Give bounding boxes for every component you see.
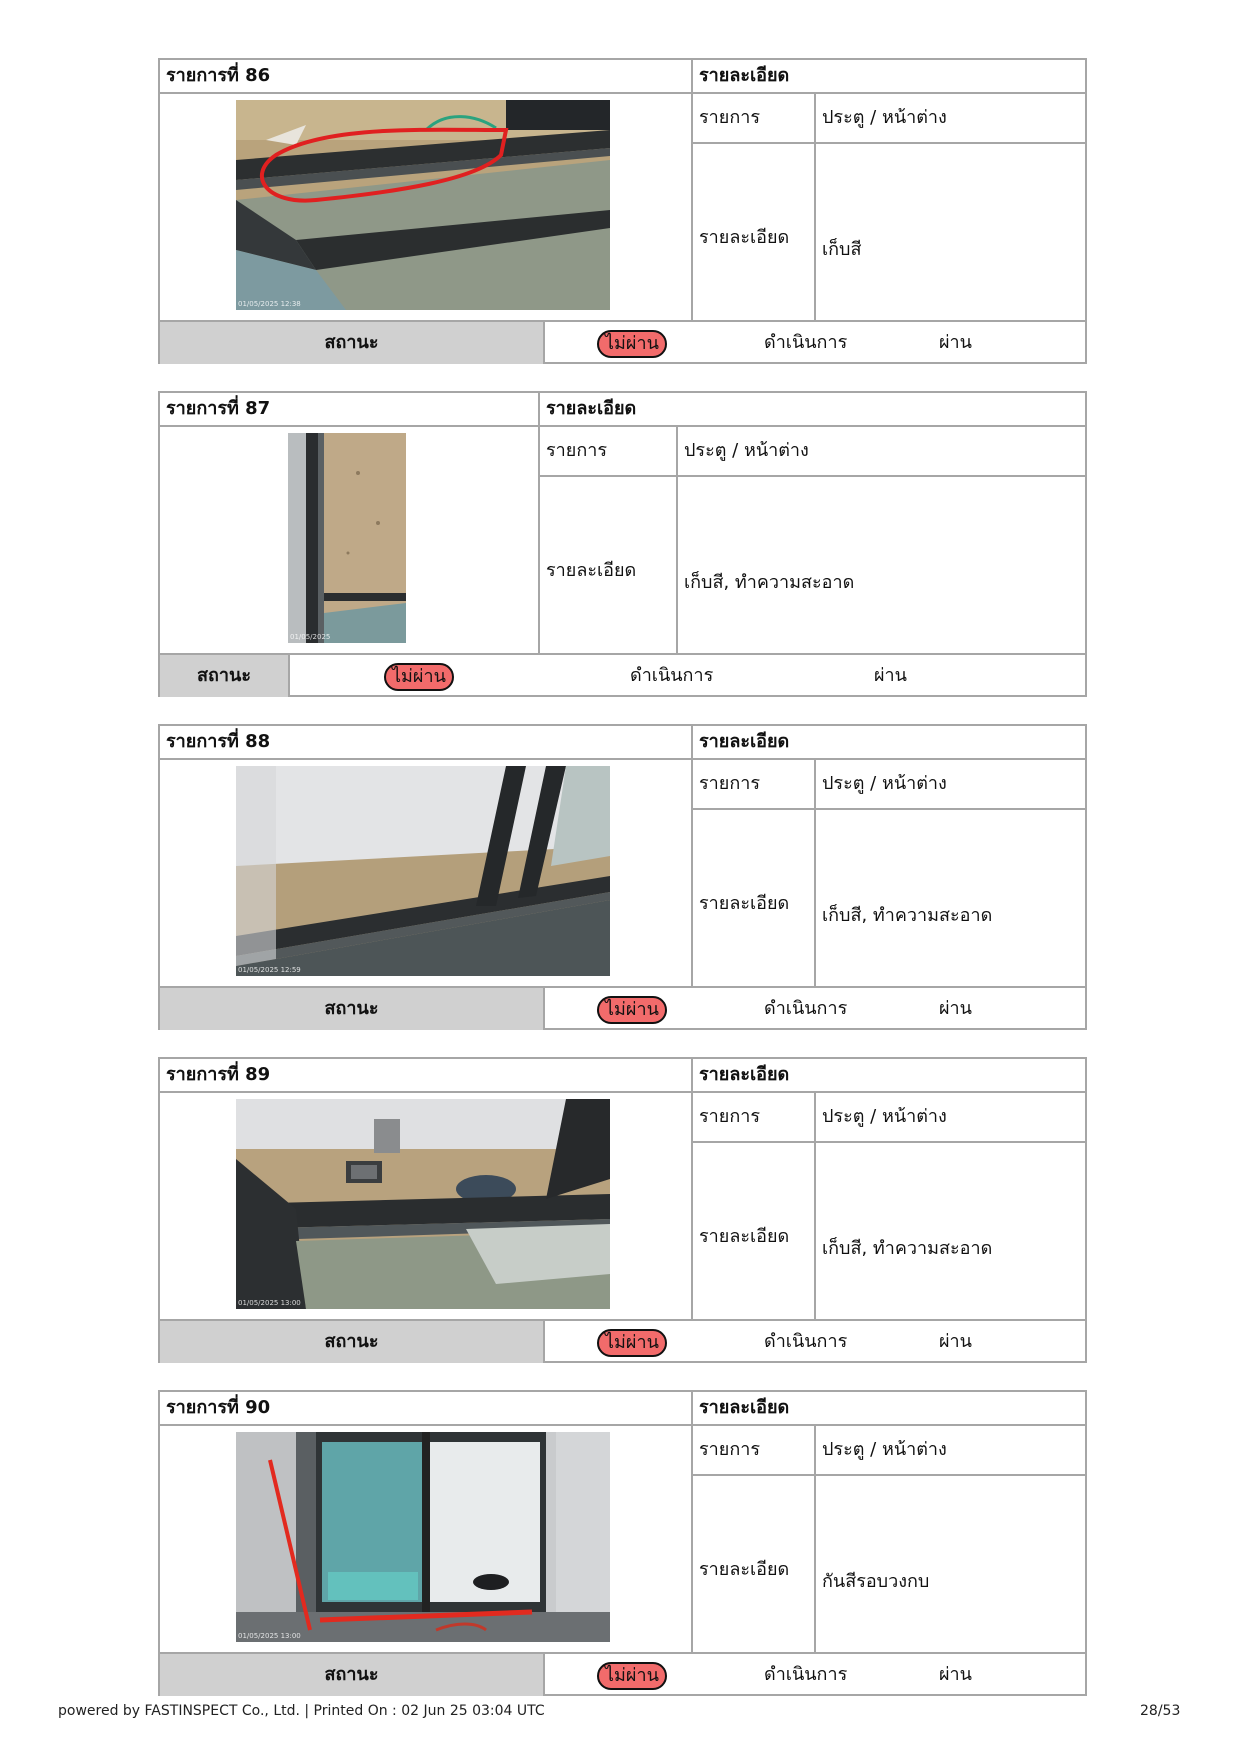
item-title: รายการที่ 87 — [166, 398, 271, 419]
detail-value-cell — [678, 477, 1085, 653]
status-option-in-progress[interactable]: ดำเนินการ — [764, 332, 848, 353]
status-option-pass[interactable]: ผ่าน — [939, 1331, 972, 1352]
detail-label: รายละเอียด — [546, 560, 637, 581]
status-option-in-progress[interactable]: ดำเนินการ — [764, 1331, 848, 1352]
inspection-card-89 — [158, 1057, 1087, 1363]
status-option-fail[interactable]: ไม่ผ่าน — [597, 1662, 667, 1690]
inspection-card-88 — [158, 724, 1087, 1030]
details-header: รายละเอียด — [699, 65, 790, 86]
inspection-photo[interactable] — [236, 1432, 610, 1642]
status-bar — [160, 1652, 1085, 1694]
item-title: รายการที่ 90 — [166, 1397, 271, 1418]
details-header: รายละเอียด — [699, 731, 790, 752]
photo-timestamp: 01/05/2025 12:59 — [238, 966, 301, 974]
footer-printed-info: powered by FASTINSPECT Co., Ltd. | Printed On : 02 Jun 25 03:04 UTC — [58, 1703, 545, 1719]
details-header: รายละเอียด — [546, 398, 637, 419]
item-label: รายการ — [693, 1093, 816, 1143]
inspection-photo[interactable] — [236, 766, 610, 976]
item-title-cell — [160, 726, 693, 760]
status-option-in-progress[interactable]: ดำเนินการ — [764, 1664, 848, 1685]
status-bar — [160, 653, 1085, 695]
status-bar — [160, 986, 1085, 1028]
status-option-pass[interactable]: ผ่าน — [939, 332, 972, 353]
inspection-photo[interactable] — [236, 100, 610, 310]
item-value: ประตู / หน้าต่าง — [816, 94, 1085, 144]
detail-label: รายละเอียด — [699, 893, 790, 914]
item-title: รายการที่ 89 — [166, 1064, 271, 1085]
status-bar — [160, 1319, 1085, 1361]
item-value: ประตู / หน้าต่าง — [816, 1426, 1085, 1476]
detail-value: เก็บสี, ทำความสะอาด — [822, 1238, 993, 1259]
item-title-cell — [160, 1392, 693, 1426]
item-label: รายการ — [540, 427, 678, 477]
status-label: สถานะ — [160, 1321, 545, 1363]
item-title-cell — [160, 1059, 693, 1093]
photo-cell — [160, 760, 693, 986]
status-option-pass[interactable]: ผ่าน — [874, 665, 907, 686]
detail-value: เก็บสี, ทำความสะอาด — [684, 572, 855, 593]
item-title-cell — [160, 60, 693, 94]
item-value: ประตู / หน้าต่าง — [678, 427, 1085, 477]
status-option-pass[interactable]: ผ่าน — [939, 998, 972, 1019]
status-label: สถานะ — [160, 655, 290, 697]
status-option-fail[interactable]: ไม่ผ่าน — [597, 1329, 667, 1357]
status-label: สถานะ — [160, 988, 545, 1030]
detail-value-cell — [816, 1143, 1085, 1319]
status-option-fail[interactable]: ไม่ผ่าน — [384, 663, 454, 691]
photo-cell — [160, 94, 693, 320]
photo-cell — [160, 1426, 693, 1652]
inspection-photo[interactable] — [288, 433, 406, 643]
detail-value: กันสีรอบวงกบ — [822, 1571, 930, 1592]
details-header: รายละเอียด — [699, 1064, 790, 1085]
detail-label: รายละเอียด — [699, 1559, 790, 1580]
details-header-cell — [540, 393, 1085, 427]
details-header-cell — [693, 1392, 1085, 1426]
detail-label: รายละเอียด — [699, 227, 790, 248]
detail-label-cell — [693, 810, 816, 986]
details-header-cell — [693, 726, 1085, 760]
item-title-cell — [160, 393, 540, 427]
detail-label-cell — [540, 477, 678, 653]
status-label: สถานะ — [160, 1654, 545, 1696]
photo-timestamp: 01/05/2025 12:38 — [238, 300, 301, 308]
photo-cell — [160, 427, 540, 653]
inspection-card-90 — [158, 1390, 1087, 1696]
status-bar — [160, 320, 1085, 362]
details-header-cell — [693, 60, 1085, 94]
item-label: รายการ — [693, 94, 816, 144]
inspection-card-86 — [158, 58, 1087, 364]
photo-cell — [160, 1093, 693, 1319]
item-title: รายการที่ 88 — [166, 731, 271, 752]
detail-value-cell — [816, 810, 1085, 986]
status-label: สถานะ — [160, 322, 545, 364]
detail-label: รายละเอียด — [699, 1226, 790, 1247]
detail-value-cell — [816, 1476, 1085, 1652]
item-value: ประตู / หน้าต่าง — [816, 760, 1085, 810]
photo-timestamp: 01/05/2025 13:00 — [238, 1632, 301, 1640]
status-option-fail[interactable]: ไม่ผ่าน — [597, 996, 667, 1024]
detail-value: เก็บสี — [822, 239, 862, 260]
footer-page-number: 28/53 — [1140, 1703, 1181, 1719]
detail-value-cell — [816, 144, 1085, 320]
detail-label-cell — [693, 1476, 816, 1652]
item-label: รายการ — [693, 760, 816, 810]
photo-timestamp: 01/05/2025 — [290, 633, 331, 641]
detail-label-cell — [693, 144, 816, 320]
item-title: รายการที่ 86 — [166, 65, 271, 86]
inspection-card-87 — [158, 391, 1087, 697]
photo-timestamp: 01/05/2025 13:00 — [238, 1299, 301, 1307]
inspection-photo[interactable] — [236, 1099, 610, 1309]
status-option-in-progress[interactable]: ดำเนินการ — [630, 665, 714, 686]
item-label: รายการ — [693, 1426, 816, 1476]
item-value: ประตู / หน้าต่าง — [816, 1093, 1085, 1143]
status-option-pass[interactable]: ผ่าน — [939, 1664, 972, 1685]
status-option-fail[interactable]: ไม่ผ่าน — [597, 330, 667, 358]
details-header-cell — [693, 1059, 1085, 1093]
status-option-in-progress[interactable]: ดำเนินการ — [764, 998, 848, 1019]
details-header: รายละเอียด — [699, 1397, 790, 1418]
detail-label-cell — [693, 1143, 816, 1319]
detail-value: เก็บสี, ทำความสะอาด — [822, 905, 993, 926]
